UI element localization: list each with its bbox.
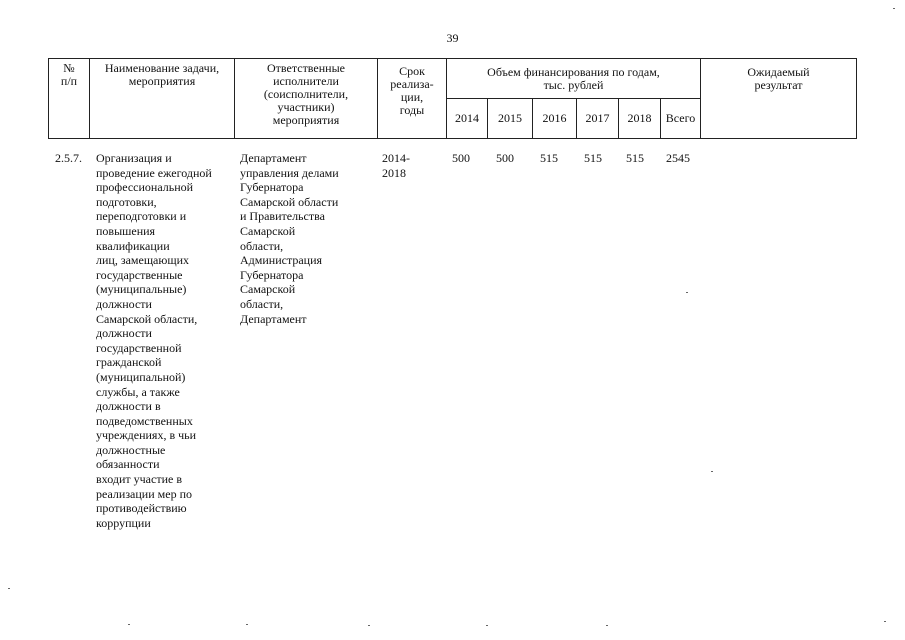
task-description-line: (муниципальные) [96, 282, 187, 297]
scan-speck [246, 624, 248, 625]
responsible-executors-line: области, [240, 296, 284, 311]
task-description-line: реализации мер по [96, 486, 192, 501]
task-description-line: противодействию [96, 501, 187, 516]
responsible-executors-line: Администрация [240, 253, 323, 268]
header-year-2017: 2017 [577, 99, 619, 139]
header-year-2014: 2014 [447, 99, 488, 139]
task-description-line: повышения [96, 223, 156, 238]
value-total: 2545 [666, 151, 690, 165]
value-2018: 515 [626, 151, 644, 165]
scan-speck [606, 625, 608, 626]
task-description-line: входит участие в [96, 472, 182, 487]
table-header [48, 58, 857, 139]
task-description-line: квалификации [96, 238, 170, 253]
scan-speck [486, 625, 488, 626]
task-description-line: должностные [96, 442, 166, 457]
header-year-2015: 2015 [488, 99, 533, 139]
responsible-executors-line: области, [240, 238, 284, 253]
task-description-line: Организация и [96, 151, 172, 165]
task-description-line: государственной [96, 340, 182, 355]
task-description-line: должности [96, 326, 152, 341]
scan-speck [711, 471, 713, 472]
task-description-line: должности [96, 296, 152, 311]
task-description-line: службы, а также [96, 384, 180, 399]
header-num: № п/п [49, 59, 90, 139]
header-result: Ожидаемый результат [701, 59, 857, 139]
task-description-line: гражданской [96, 355, 162, 370]
responsible-executors-line: Губернатора [240, 267, 304, 282]
responsible-executors-line: Самарской [240, 282, 296, 297]
header-year-total: Всего [661, 99, 701, 139]
task-description-line: переподготовки и [96, 209, 187, 224]
scan-speck [368, 625, 370, 626]
header-funding: Объем финансирования по годам, тыс. рублей [447, 59, 701, 99]
task-description-line: коррупции [96, 515, 151, 530]
row-number: 2.5.7. [55, 151, 82, 165]
responsible-executors-line: Самарской [240, 223, 296, 238]
task-description-line: проведение ежегодной [96, 165, 212, 180]
scan-speck [686, 292, 688, 293]
task-description-line: учреждениях, в чьи [96, 428, 197, 443]
task-description-line: лиц, замещающих [96, 253, 190, 268]
header-year-2016: 2016 [533, 99, 577, 139]
header-year-2018: 2018 [619, 99, 661, 139]
task-description [96, 151, 241, 530]
task-description-line: подведомственных [96, 413, 193, 428]
page-number: 39 [446, 31, 459, 45]
value-2015: 500 [496, 151, 514, 165]
header-responsible: Ответственные исполнители (соисполнители, участники) мероприятия [235, 59, 378, 139]
value-2017: 515 [584, 151, 602, 165]
responsible-executors-line: управления делами [240, 165, 339, 180]
scan-speck [884, 621, 886, 622]
implementation-period: 2014- 2018 [382, 151, 410, 180]
task-description-line: профессиональной [96, 180, 194, 195]
scan-speck [8, 588, 10, 589]
responsible-executors-line: и Правительства [240, 209, 325, 224]
header-task: Наименование задачи, мероприятия [90, 59, 235, 139]
task-description-line: должности в [96, 399, 161, 414]
value-2014: 500 [452, 151, 470, 165]
header-period: Срок реализа- ции, годы [378, 59, 447, 139]
responsible-executors-line: Самарской области [240, 194, 339, 209]
scan-speck [893, 8, 895, 9]
task-description-line: (муниципальной) [96, 369, 186, 384]
value-2016: 515 [540, 151, 558, 165]
task-description-line: подготовки, [96, 194, 157, 209]
task-description-line: Самарской области, [96, 311, 198, 326]
responsible-executors-line: Департамент [240, 311, 307, 326]
responsible-executors-line: Департамент [240, 151, 307, 165]
task-description-line: государственные [96, 267, 183, 282]
responsible-executors [240, 151, 368, 326]
scan-speck [128, 624, 130, 625]
task-description-line: обязанности [96, 457, 160, 472]
responsible-executors-line: Губернатора [240, 180, 304, 195]
